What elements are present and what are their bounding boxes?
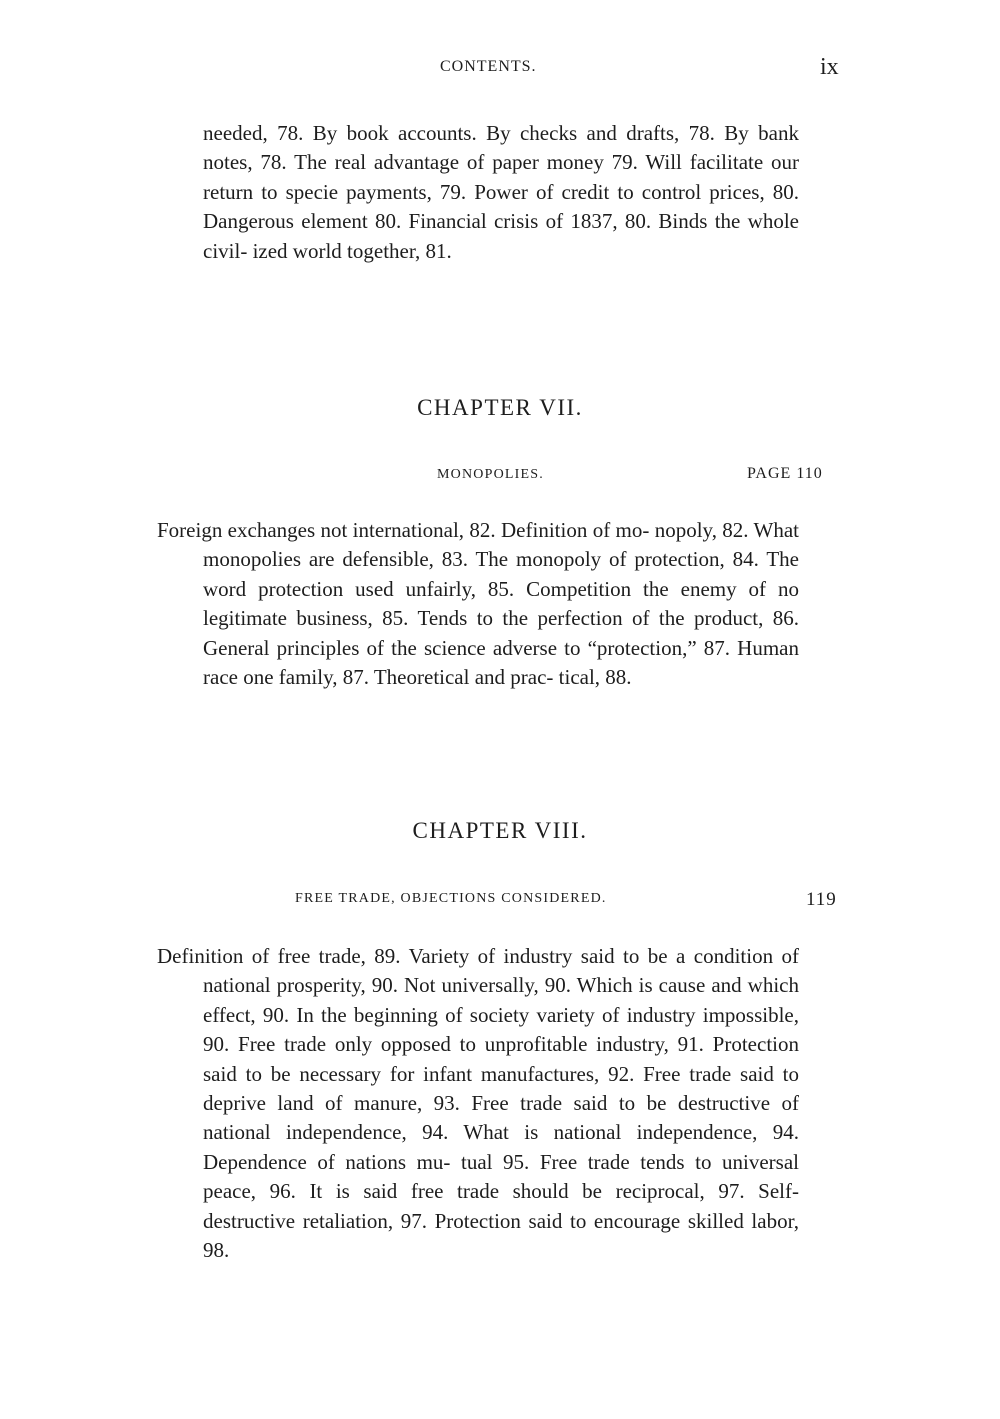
chapter-7-page-ref: PAGE 110 <box>747 465 823 482</box>
chapter-7-heading: CHAPTER VII. <box>417 395 583 420</box>
chapter-8-heading: CHAPTER VIII. <box>412 818 588 843</box>
page-number: ix <box>820 54 839 80</box>
chapter-7-subtitle: MONOPOLIES. <box>437 467 544 482</box>
intro-paragraph: needed, 78. By book accounts. By checks and drafts, 78. By bank notes, 78. The real advantage of paper money 79. Will facilitate our return to specie payments, 79. Power of credit to control prices, 80. Dangerous element 80. Financial crisis of 1837, 80. Binds the whole civil- ized world together, 81. <box>203 121 799 263</box>
chapter-8-page-ref: 119 <box>806 889 837 910</box>
chapter-8-subtitle: FREE TRADE, OBJECTIONS CONSIDERED. <box>295 891 607 906</box>
running-head-title: CONTENTS. <box>440 58 537 75</box>
chapter-7-summary: Foreign exchanges not international, 82. Definition of mo- nopoly, 82. What monopolies are defensible, 83. The monopoly of protection, 84. The word protection used unfairly, 85. Competition the enemy of no legitimate business, 85. Tends to the perfection of the product, 86. General principles of the science adverse to “protection,” 87. Human race one family, 87. Theoretical and prac- tical, 88. <box>157 518 799 690</box>
running-head <box>0 54 1000 82</box>
chapter-8-summary: Definition of free trade, 89. Variety of industry said to be a condition of national prosperity, 90. Not universally, 90. Which is cause and which effect, 90. In the beginning of society variety of industry impossible, 90. Free trade only opposed to unprofitable industry, 91. Protection said to be necessary for infant manufactures, 92. Free trade said to deprive land of manure, 93. Free trade said to be destructive of national independence, 94. What is national independence, 94. Dependence of nations mu- tual 95. Free trade tends to universal peace, 96. It is said free trade should be reciprocal, 97. Self-destructive retaliation, 97. Protection said to encourage skilled labor, 98. <box>157 944 799 1263</box>
